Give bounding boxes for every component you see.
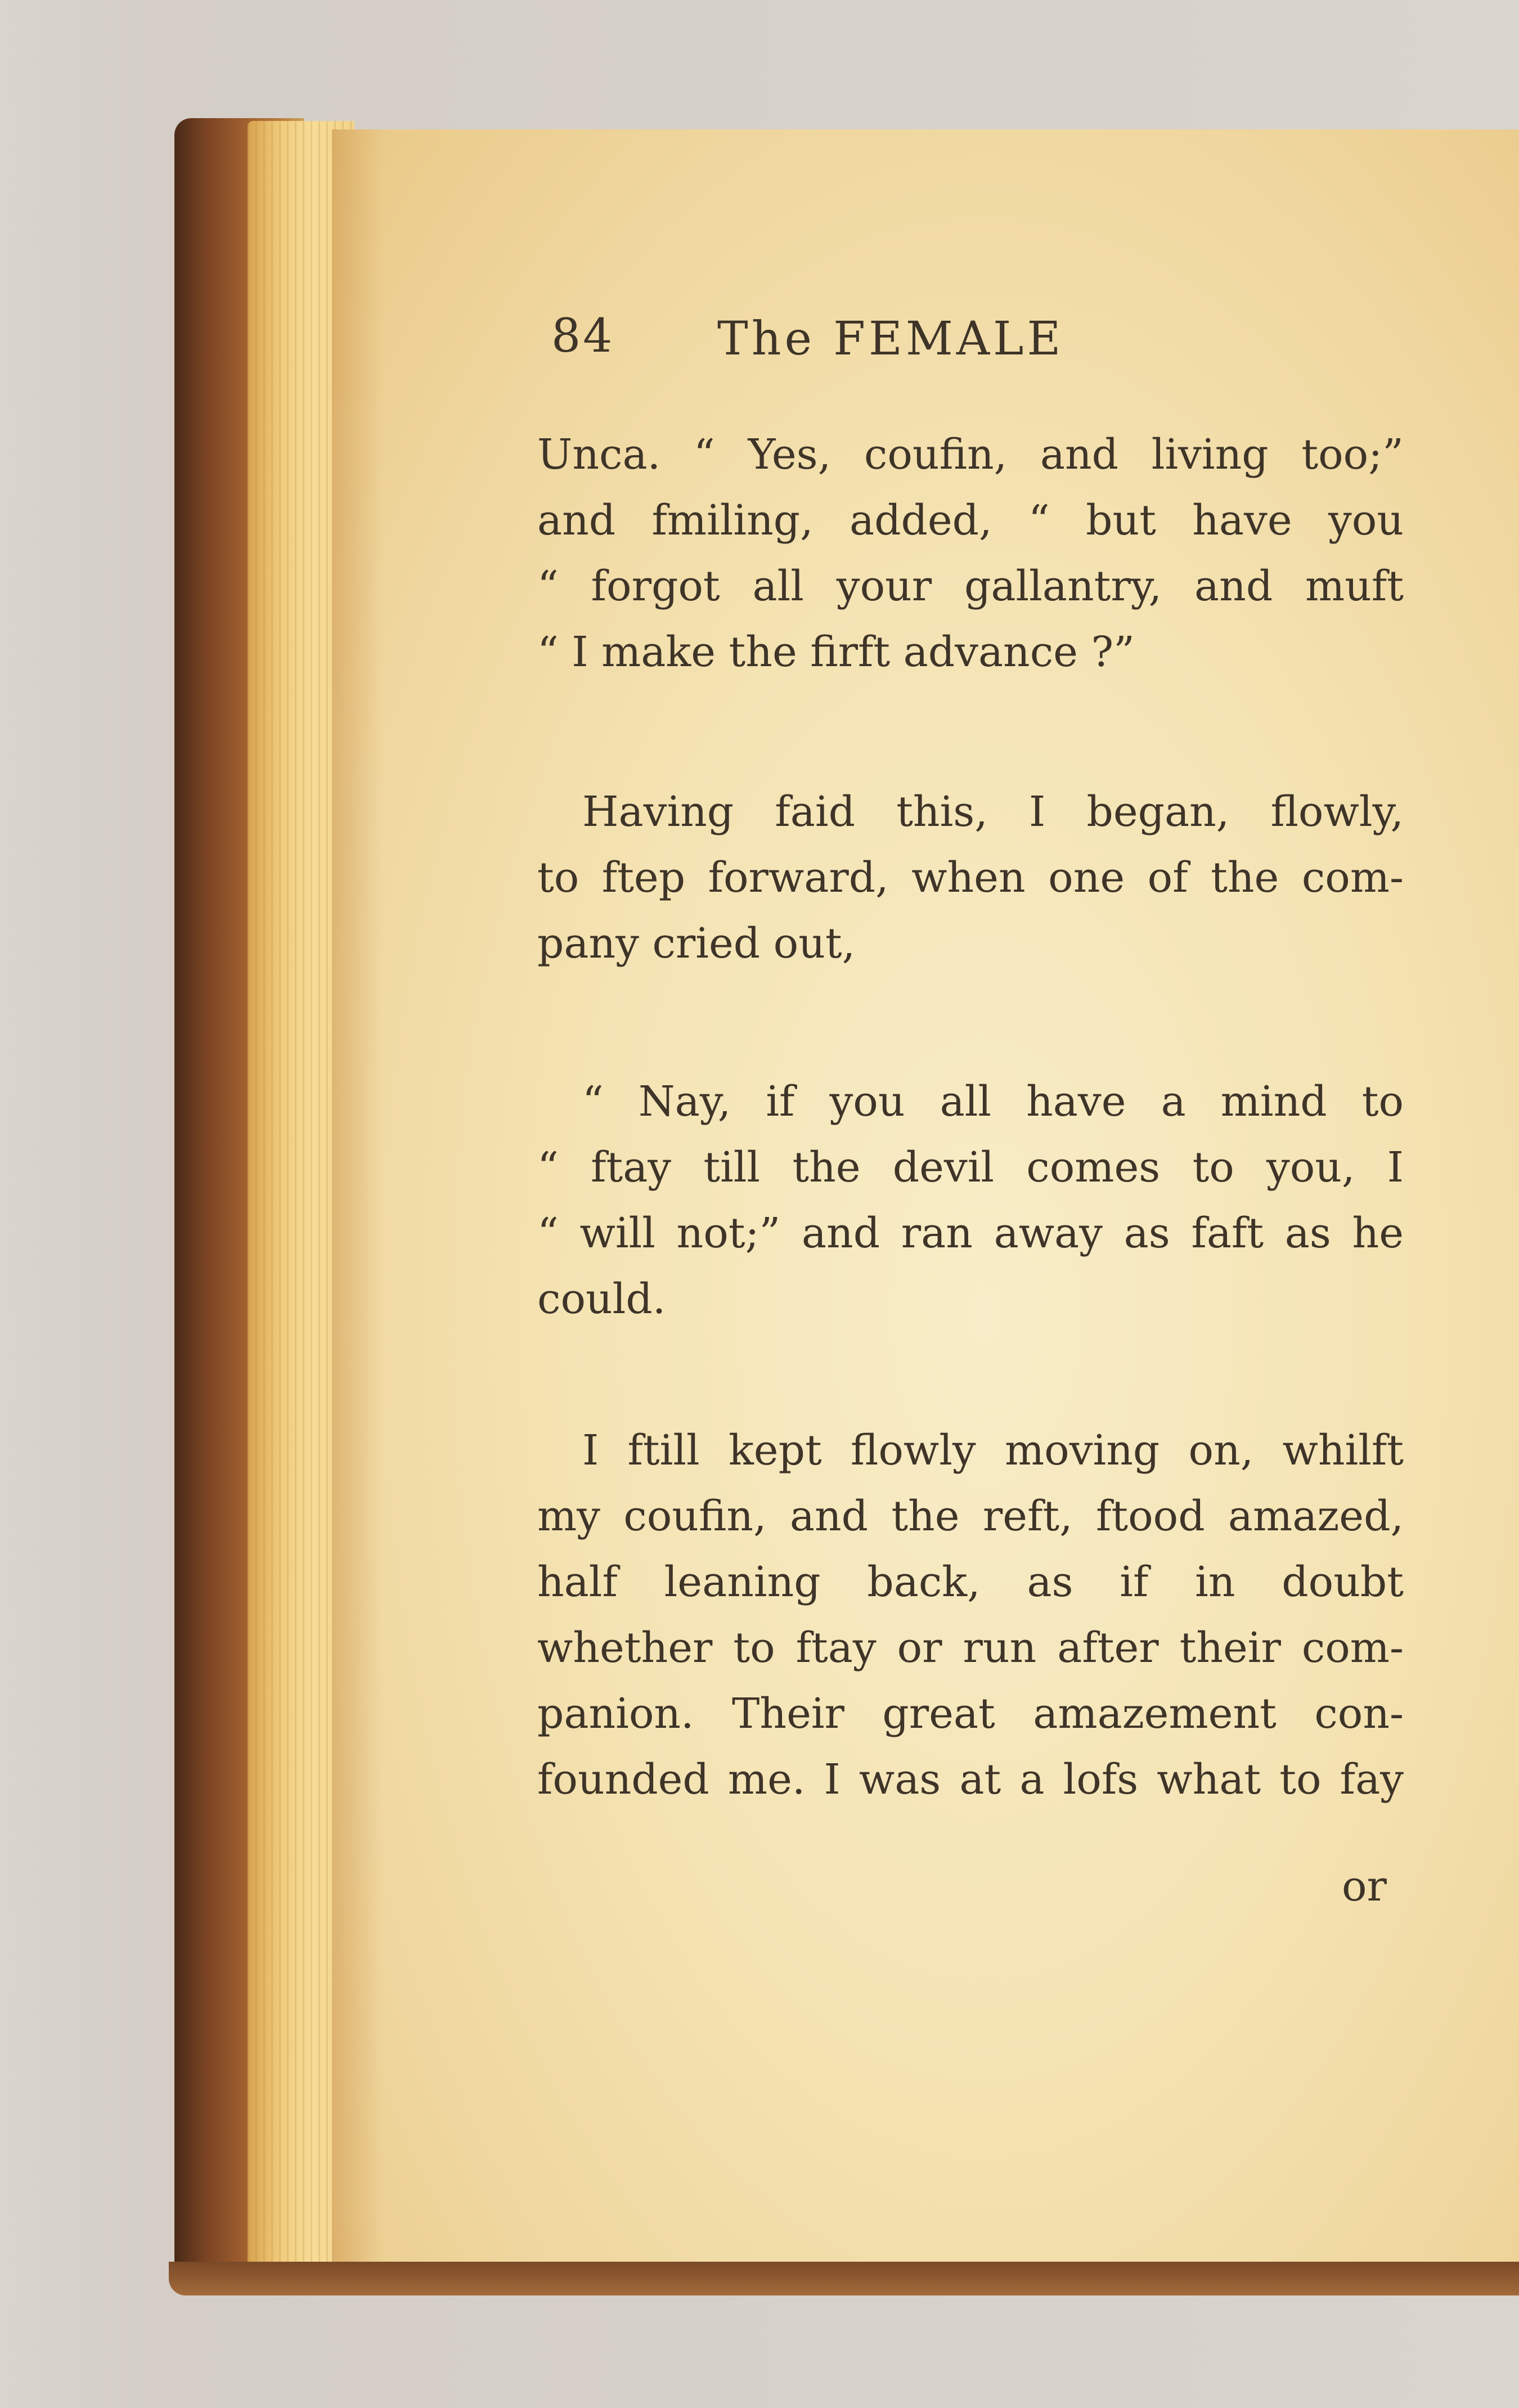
text-line: Unca. “ Yes, coufin, and living too;” <box>537 430 1404 479</box>
text-line: panion. Their great amazement con- <box>537 1690 1404 1738</box>
running-title: The FEMALE <box>717 312 1064 366</box>
page-number: 84 <box>551 309 615 363</box>
text-line: “ ftay till the devil comes to you, I <box>537 1143 1404 1192</box>
text-line: pany cried out, <box>537 919 856 968</box>
text-line: “ Nay, if you all have a mind to <box>582 1077 1404 1126</box>
text-line: could. <box>537 1275 666 1323</box>
text-line: I ftill kept flowly moving on, whilft <box>582 1426 1404 1475</box>
text-line: my coufin, and the reft, ftood amazed, <box>537 1492 1404 1540</box>
text-line: “ forgot all your gallantry, and muft <box>537 562 1404 610</box>
binding-bottom-edge <box>169 2262 1519 2295</box>
text-line: “ will not;” and ran away as faft as he <box>537 1209 1404 1257</box>
text-line: to ftep forward, when one of the com- <box>537 853 1404 902</box>
paragraph <box>537 1418 1404 1813</box>
paragraph <box>537 422 1404 685</box>
page-header <box>537 298 1404 366</box>
text-line: whether to ftay or run after their com- <box>537 1624 1404 1672</box>
paragraph <box>537 1069 1404 1332</box>
paragraph <box>537 779 1404 977</box>
text-line: Having faid this, I began, flowly, <box>582 788 1404 836</box>
text-line: half leaning back, as if in doubt <box>537 1558 1404 1606</box>
text-line: founded me. I was at a lofs what to fay <box>537 1755 1404 1804</box>
catchword: or <box>1342 1862 1387 1911</box>
text-line: “ I make the firft advance ?” <box>537 628 1135 676</box>
text-line: and fmiling, added, “ but have you <box>537 496 1404 545</box>
